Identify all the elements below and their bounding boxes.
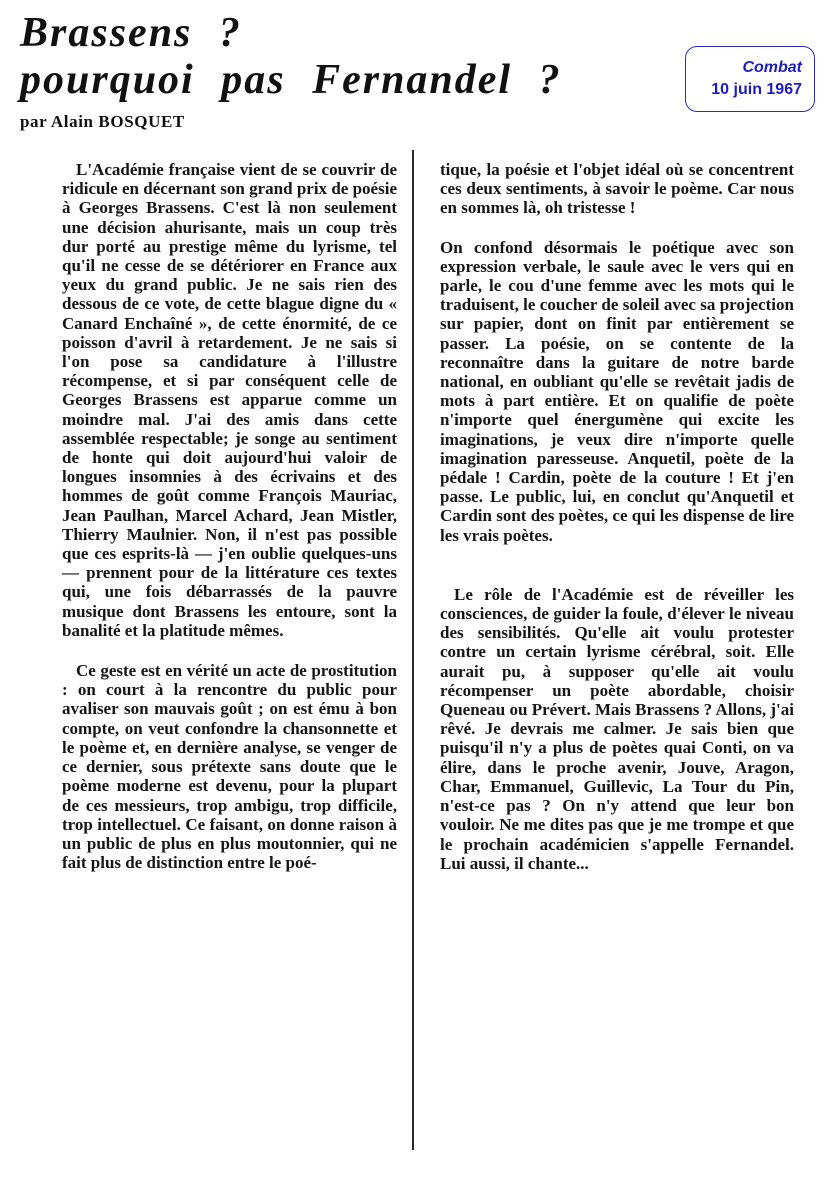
source-label-box	[685, 46, 815, 112]
paragraph-left-2: Ce geste est en vérité un acte de prostitution : on court à la rencontre du public pour avaliser son mauvais goût ; on est ému à bon compte, on veut confondre la chansonnette et le poème et, en dernière analyse, se venger de ce dernier, sous prétexte sans doute que le poème moderne est devenu, pour la plupart de ces messieurs, trop ambigu, trop difficile, trop intellectuel. Ce faisant, on donne raison à un public de plus en plus moutonnier, qui ne fait plus de distinction entre le poé-	[62, 661, 397, 873]
source-publication: Combat	[742, 59, 802, 76]
paragraph-right-3: Le rôle de l'Académie est de réveiller les consciences, de guider la foule, d'élever le niveau des sensibilités. Qu'elle ait voulu protester contre un certain lyrisme cérébral, soit. Elle aurait pu, à supposer qu'elle ait voulu récompenser un poète abordable, choisir Queneau ou Prévert. Mais Brassens ? Allons, j'ai rêvé. Je devrais me calmer. Je sais bien que puisqu'il n'y a plus de poètes quai Conti, on va élire, dans le proche avenir, Jouve, Aragon, Char, Emmanuel, Guillevic, La Tour du Pin, n'est-ce pas ? On n'y attend que leur bon vouloir. Ne me dites pas que je me trompe et que le prochain académicien s'appelle Fernandel. Lui aussi, il chante...	[440, 584, 794, 873]
article-headline	[20, 10, 562, 104]
headline-line-1: Brassens ?	[20, 10, 242, 56]
article-column-left	[62, 160, 397, 872]
article-byline: par Alain BOSQUET	[20, 112, 185, 131]
column-divider	[412, 150, 414, 1150]
source-date: 10 juin 1967	[711, 81, 802, 98]
paragraph-right-2: On confond désormais le poétique avec son expression verbale, le saule avec le vers qui en parle, le cou d'une femme avec les mots qui le traduisent, le coucher de soleil avec sa projection sur papier, dont on finit par entièrement se passer. La poésie, on se contente de la reconnaître dans la guitare de notre barde national, en oubliant qu'elle se revêtait jadis de mots à part entière. Et on qualifie de poète n'importe quel énergumène qui excite les imaginations, je veux dire n'importe quelle imagination paresseuse. Anquetil, poète de la pédale ! Cardin, poète de la couture ! Et j'en passe. Le public, lui, en conclut qu'Anquetil et Cardin sont des poètes, ce qui les dispense de lire les vrais poètes.	[440, 237, 794, 545]
paragraph-right-1: tique, la poésie et l'objet idéal où se concentrent ces deux sentiments, à savoir le poème. Car nous en sommes là, oh tristesse !	[440, 160, 794, 218]
article-column-right	[440, 160, 794, 873]
paragraph-left-1: L'Académie française vient de se couvrir de ridicule en décernant son grand prix de poésie à Georges Brassens. C'est là non seulement une décision ahurisante, mais un coup très dur porté au prestige même du lyrisme, tel qu'il ne cesse de se détériorer en France aux yeux du grand public. Je ne sais rien des dessous de ce vote, de cette blague digne du « Canard Enchaîné », de cette énormité, de ce poisson d'avril à retardement. Je ne sais si l'on pose sa candidature à l'illustre récompense, et si par conséquent celle de Georges Brassens est apparue comme un moindre mal. J'ai des amis dans cette assemblée respectable; je songe au sentiment de honte qui doit aujourd'hui valoir de longues insomnies à des écrivains et des hommes de goût comme François Mauriac, Jean Paulhan, Marcel Achard, Jean Mistler, Thierry Maulnier. Non, il n'est pas possible que ces esprits-là — j'en oublie quelques-uns — prennent pour de la littérature ces textes qui, une fois débarrassés de la pauvre musique dont Brassens les entoure, sont la banalité et la platitude mêmes.	[62, 160, 397, 640]
headline-line-2: pourquoi pas Fernandel ?	[20, 57, 562, 103]
